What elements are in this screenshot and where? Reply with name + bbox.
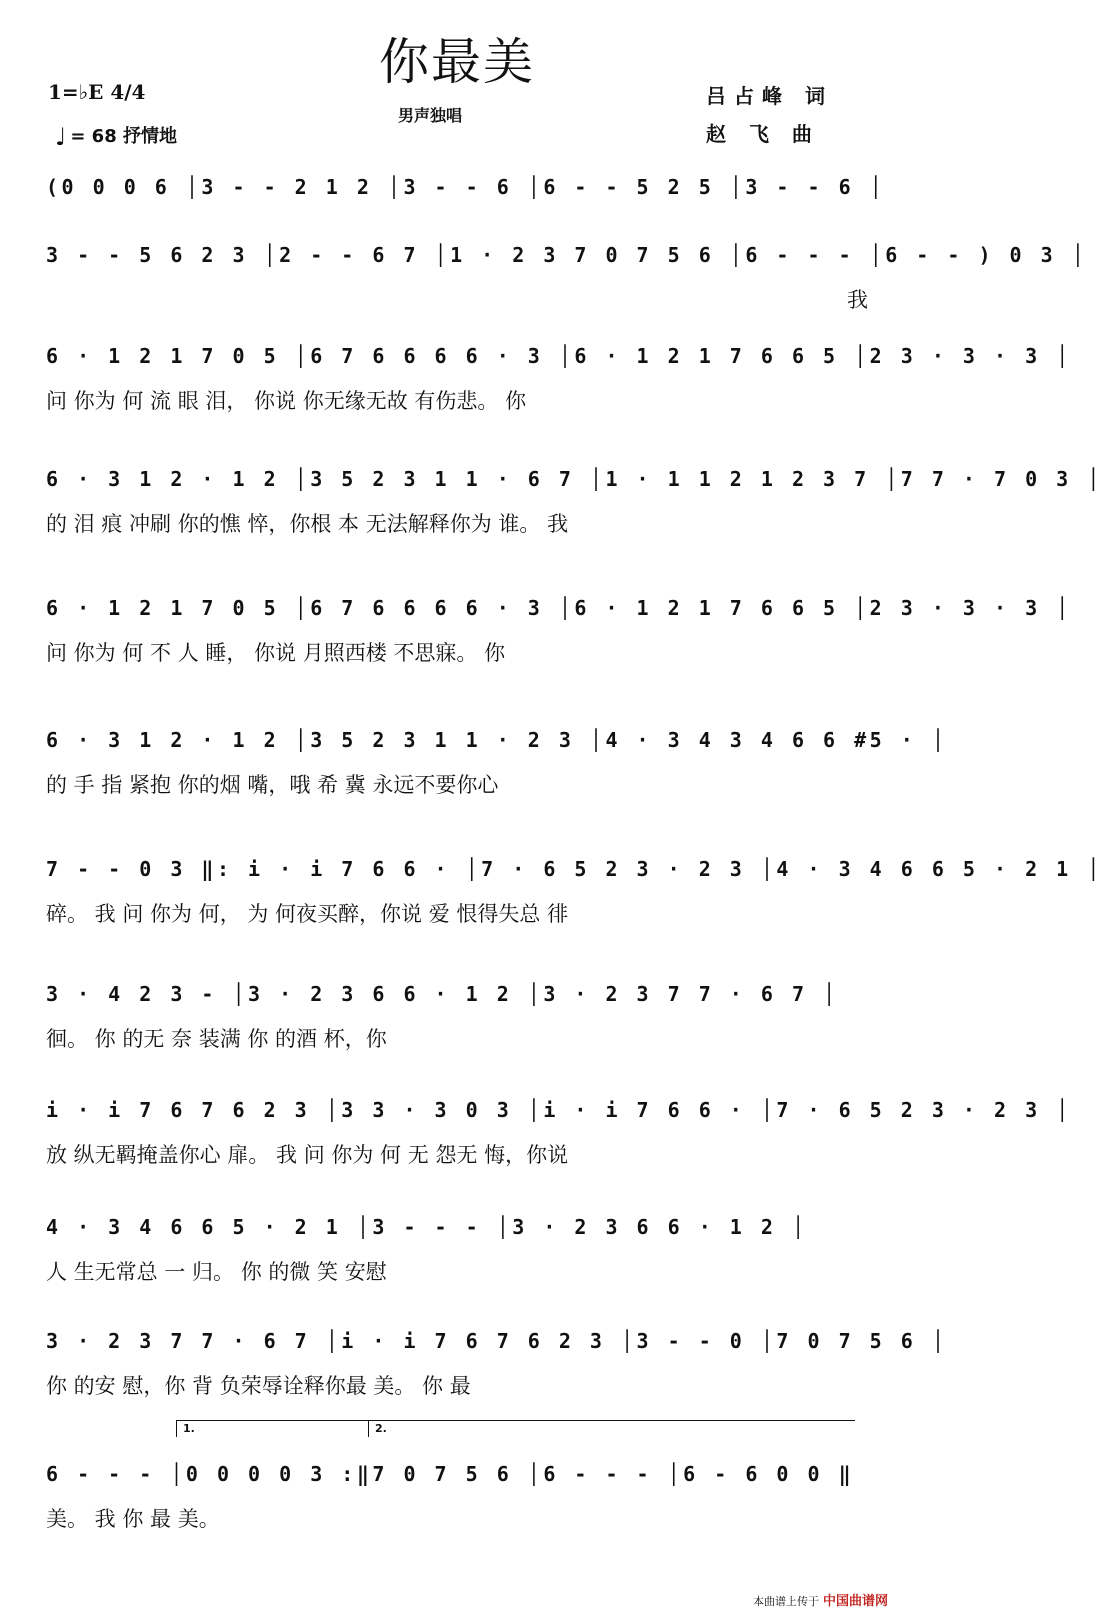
lyricist-credit: 吕占峰 词: [706, 84, 833, 108]
first-ending-bracket: 1.: [176, 1420, 373, 1437]
key-signature: 1=♭E 4/4: [48, 80, 146, 104]
tempo-marking: [55, 122, 177, 151]
second-ending-bracket: 2.: [368, 1420, 855, 1437]
lyric-line: 我: [847, 288, 868, 312]
tempo-text: = 68 抒情地: [70, 126, 177, 147]
site-logo: 中国曲谱网: [822, 1594, 888, 1609]
notation-line: 6 - - - │0 0 0 0 3 :‖7 0 7 5 6 │6 - - - │6 - 6 0 0 ‖: [46, 1462, 855, 1486]
watermark: [753, 1590, 888, 1609]
lyric-line: 问 你为 何 不 人 睡， 你说 月照西楼 不思寐。 你: [46, 641, 506, 665]
upload-note: 本曲谱上传于: [752, 1595, 819, 1608]
notation-line: 6 · 1 2 1 7 0 5 │6 7 6 6 6 6 · 3 │6 · 1 2 1 7 6 6 5 │2 3 · 3 · 3 │: [46, 596, 1072, 620]
lyric-line: 问 你为 何 流 眼 泪， 你说 你无缘无故 有伤悲。 你: [46, 389, 527, 413]
notation-line: i · i 7 6 7 6 2 3 │3 3 · 3 0 3 │i · i 7 6 6 · │7 · 6 5 2 3 · 2 3 │: [46, 1098, 1072, 1122]
notation-line: 3 · 4 2 3 - │3 · 2 3 6 6 · 1 2 │3 · 2 3 7 7 · 6 7 │: [46, 982, 839, 1006]
lyric-line: 碎。 我 问 你为 何， 为 何夜买醉，你说 爱 恨得失总 徘: [46, 902, 569, 926]
lyric-line: 放 纵无羁掩盖你心 扉。 我 问 你为 何 无 怨无 悔，你说: [46, 1143, 569, 1167]
notation-line: 6 · 1 2 1 7 0 5 │6 7 6 6 6 6 · 3 │6 · 1 2 1 7 6 6 5 │2 3 · 3 · 3 │: [46, 344, 1072, 368]
notation-line: 7 - - 0 3 ‖: i · i 7 6 6 · │7 · 6 5 2 3 · 2 3 │4 · 3 4 6 6 5 · 2 1 │: [46, 857, 1103, 881]
notation-line: 3 · 2 3 7 7 · 6 7 │i · i 7 6 7 6 2 3 │3 - - 0 │7 0 7 5 6 │: [46, 1329, 948, 1353]
notation-line: 6 · 3 1 2 · 1 2 │3 5 2 3 1 1 · 6 7 │1 · 1 1 2 1 2 3 7 │7 7 · 7 0 3 │: [46, 467, 1103, 491]
lyric-line: 的 泪 痕 冲刷 你的憔 悴，你根 本 无法解释你为 谁。 我: [46, 512, 569, 536]
notation-line: 3 - - 5 6 2 3 │2 - - 6 7 │1 · 2 3 7 0 7 5 6 │6 - - - │6 - - ) 0 3 │: [46, 243, 1088, 267]
lyric-line: 你 的安 慰，你 背 负荣辱诠释你最 美。 你 最: [46, 1374, 471, 1398]
notation-line: 6 · 3 1 2 · 1 2 │3 5 2 3 1 1 · 2 3 │4 · 3 4 3 4 6 6 #5 · │: [46, 728, 948, 752]
lyric-line: 徊。 你 的无 奈 装满 你 的酒 杯，你: [46, 1027, 387, 1051]
notation-line: (0 0 0 6 │3 - - 2 1 2 │3 - - 6 │6 - - 5 2 5 │3 - - 6 │: [46, 175, 886, 199]
notation-line: 4 · 3 4 6 6 5 · 2 1 │3 - - - │3 · 2 3 6 6 · 1 2 │: [46, 1215, 808, 1239]
song-title: 你最美: [379, 33, 535, 91]
lyric-line: 的 手 指 紧抱 你的烟 嘴，哦 希 冀 永远不要你心: [46, 773, 499, 797]
composer-credit: 赵 飞 曲: [706, 122, 820, 146]
subtitle: 男声独唱: [398, 106, 463, 125]
lyric-line: 人 生无常总 一 归。 你 的微 笑 安慰: [46, 1260, 387, 1284]
quarter-note-icon: ♩: [55, 123, 67, 151]
lyric-line: 美。 我 你 最 美。: [46, 1507, 220, 1531]
